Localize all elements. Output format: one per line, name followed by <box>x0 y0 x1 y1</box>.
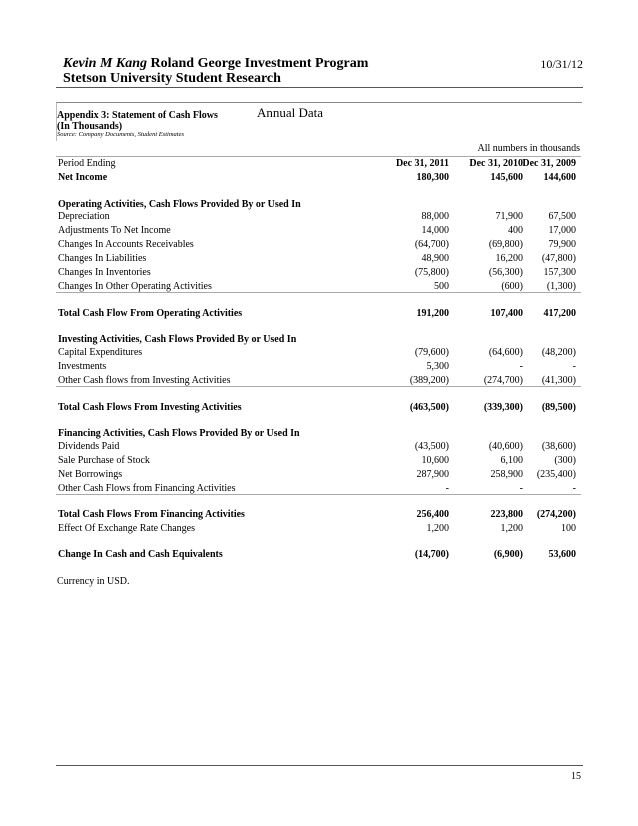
column-header-2010: Dec 31, 2010 <box>469 158 523 169</box>
table-row <box>57 252 581 266</box>
appendix-title: Appendix 3: Statement of Cash Flows <box>57 110 218 121</box>
value-2009: 157,300 <box>543 267 576 278</box>
value-2010: 6,100 <box>500 455 523 466</box>
value-2011: 191,200 <box>416 308 449 319</box>
value-2010: (64,600) <box>488 347 523 358</box>
value-2010: (40,600) <box>488 441 523 452</box>
table-row <box>57 468 581 482</box>
table-row <box>57 427 581 441</box>
value-2011: 180,300 <box>416 172 449 183</box>
value-2010: 71,900 <box>495 211 523 222</box>
row-label: Investments <box>58 361 107 372</box>
value-2009: (48,200) <box>541 347 576 358</box>
row-label: Investing Activities, Cash Flows Provided By or Used In <box>58 334 297 345</box>
value-2010: (56,300) <box>488 267 523 278</box>
value-2011: (64,700) <box>414 239 449 250</box>
annual-data-label: Annual Data <box>257 105 324 120</box>
value-2011: 10,600 <box>421 455 449 466</box>
currency-note: Currency in USD. <box>57 576 130 587</box>
value-2009: (274,200) <box>536 509 576 520</box>
value-2010: - <box>519 483 523 494</box>
section-rule <box>56 494 581 495</box>
source-note: Source: Company Documents, Student Estimates <box>57 131 185 138</box>
value-2010: 1,200 <box>500 523 523 534</box>
units-note: All numbers in thousands <box>477 143 580 154</box>
row-label: Changes In Accounts Receivables <box>58 239 194 250</box>
value-2011: 14,000 <box>421 225 449 236</box>
report-author-line <box>63 56 368 72</box>
value-2010: 258,900 <box>490 469 523 480</box>
value-2010: 223,800 <box>490 509 523 520</box>
row-label: Financing Activities, Cash Flows Provided By or Used In <box>58 428 300 439</box>
value-2009: (300) <box>554 455 576 466</box>
row-label: Other Cash flows from Investing Activities <box>58 375 231 386</box>
value-2011: (14,700) <box>414 549 449 560</box>
value-2011: 5,300 <box>426 361 449 372</box>
value-2010: 145,600 <box>490 172 523 183</box>
row-label: Change In Cash and Cash Equivalents <box>58 549 223 560</box>
column-header-2009: Dec 31, 2009 <box>522 158 576 169</box>
value-2009: 100 <box>561 523 576 534</box>
row-label: Depreciation <box>58 211 110 222</box>
value-2009: 417,200 <box>543 308 576 319</box>
value-2010: 400 <box>508 225 523 236</box>
report-date: 10/31/12 <box>540 57 583 71</box>
value-2009: 67,500 <box>548 211 576 222</box>
value-2009: 53,600 <box>548 549 576 560</box>
row-label: Dividends Paid <box>58 441 120 452</box>
value-2009: 17,000 <box>548 225 576 236</box>
row-label: Total Cash Flows From Financing Activities <box>58 509 245 520</box>
value-2009: 79,900 <box>548 239 576 250</box>
value-2010: (6,900) <box>493 549 523 560</box>
table-row <box>57 224 581 238</box>
table-row <box>57 360 581 374</box>
value-2011: (389,200) <box>409 375 449 386</box>
row-label: Net Borrowings <box>58 469 123 480</box>
value-2011: (79,600) <box>414 347 449 358</box>
value-2009: (41,300) <box>541 375 576 386</box>
value-2009: (47,800) <box>541 253 576 264</box>
value-2009: (38,600) <box>541 441 576 452</box>
footer-divider <box>56 765 583 766</box>
value-2009: - <box>572 483 576 494</box>
table-row <box>57 401 581 415</box>
value-2010: 16,200 <box>495 253 523 264</box>
value-2011: 287,900 <box>416 469 449 480</box>
table-row <box>57 508 581 522</box>
table-row <box>57 548 581 562</box>
value-2010: (339,300) <box>483 402 523 413</box>
table-row <box>57 171 581 185</box>
author-name: Kevin M Kang <box>63 56 148 71</box>
page-number: 15 <box>571 771 581 782</box>
table-row <box>57 454 581 468</box>
column-header-label: Period Ending <box>58 158 116 169</box>
column-header-row <box>57 157 581 171</box>
value-2011: (463,500) <box>409 402 449 413</box>
row-label: Capital Expenditures <box>58 347 143 358</box>
value-2009: 144,600 <box>543 172 576 183</box>
table-row <box>57 346 581 360</box>
row-label: Total Cash Flows From Investing Activities <box>58 402 242 413</box>
row-label: Operating Activities, Cash Flows Provided By or Used In <box>58 199 301 210</box>
row-label: Adjustments To Net Income <box>58 225 171 236</box>
value-2011: - <box>445 483 449 494</box>
value-2010: 107,400 <box>490 308 523 319</box>
table-row <box>57 266 581 280</box>
section-rule <box>56 292 581 293</box>
row-label: Changes In Inventories <box>58 267 151 278</box>
row-label: Net Income <box>58 172 108 183</box>
header-divider <box>56 87 583 88</box>
row-label: Total Cash Flow From Operating Activities <box>58 308 243 319</box>
appendix-units-label: (In Thousands) <box>57 121 123 132</box>
row-label: Effect Of Exchange Rate Changes <box>58 523 195 534</box>
value-2009: (89,500) <box>541 402 576 413</box>
value-2010: (69,800) <box>488 239 523 250</box>
table-row <box>57 440 581 454</box>
row-label: Other Cash Flows from Financing Activities <box>58 483 236 494</box>
column-header-2011: Dec 31, 2011 <box>395 158 449 169</box>
table-row <box>57 333 581 347</box>
value-2011: (75,800) <box>414 267 449 278</box>
section-rule <box>56 386 581 387</box>
value-2011: (43,500) <box>414 441 449 452</box>
value-2011: 48,900 <box>421 253 449 264</box>
table-row <box>57 210 581 224</box>
row-label: Changes In Liabilities <box>58 253 147 264</box>
value-2011: 256,400 <box>416 509 449 520</box>
value-2010: - <box>519 361 523 372</box>
value-2010: (600) <box>501 281 523 292</box>
value-2009: - <box>572 361 576 372</box>
value-2011: 1,200 <box>426 523 449 534</box>
value-2011: 88,000 <box>421 211 449 222</box>
value-2011: 500 <box>434 281 449 292</box>
value-2009: (1,300) <box>546 281 576 292</box>
value-2009: (235,400) <box>536 469 576 480</box>
program-name: Roland George Investment Program <box>147 56 369 71</box>
report-subtitle: Stetson University Student Research <box>63 71 281 86</box>
row-label: Changes In Other Operating Activities <box>58 281 212 292</box>
table-row <box>57 238 581 252</box>
table-row <box>57 307 581 321</box>
row-label: Sale Purchase of Stock <box>58 455 150 466</box>
table-row <box>57 522 581 536</box>
value-2010: (274,700) <box>483 375 523 386</box>
